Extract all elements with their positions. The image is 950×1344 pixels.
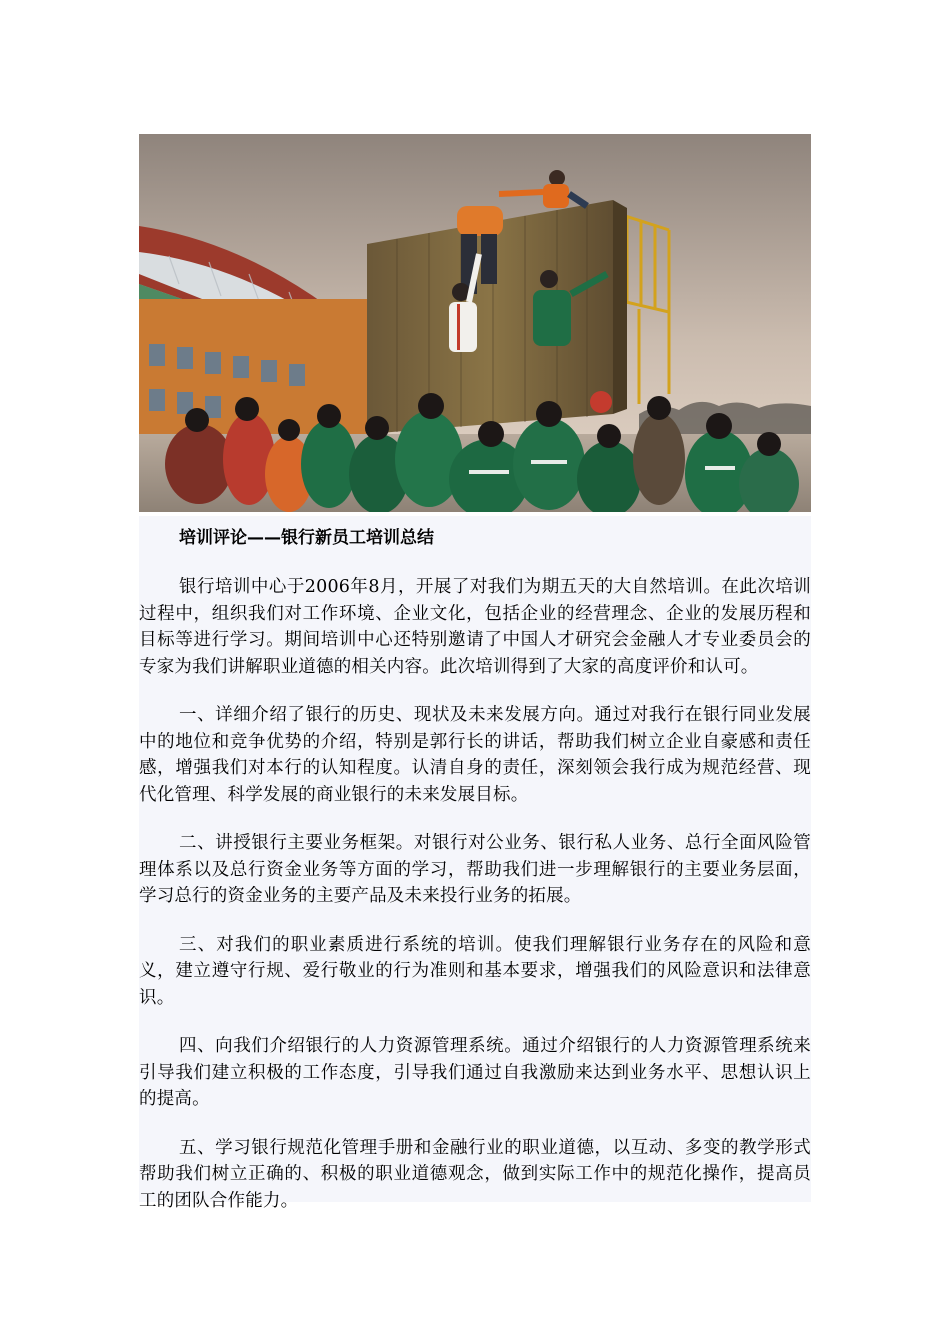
training-photo — [139, 134, 811, 512]
article-title: 培训评论——银行新员工培训总结 — [179, 528, 434, 548]
article-paragraph: 三、对我们的职业素质进行系统的培训。使我们理解银行业务存在的风险和意义，建立遵守行规、爱行敬业的行为准则和基本要求，增强我们的风险意识和法律意识。 — [139, 934, 811, 1008]
article-paragraph: 银行培训中心于2006年8月，开展了对我们为期五天的大自然培训。在此次培训过程中，组织我们对工作环境、企业文化，包括企业的经营理念、企业的发展历程和目标等进行学习。期间培训中心还特别邀请了中国人才研究会金融人才专业委员会的专家为我们讲解职业道德的相关内容。此次培训得到了大家的高度评价和认可。 — [139, 577, 811, 677]
article-paragraph: 一、详细介绍了银行的历史、现状及未来发展方向。通过对我行在银行同业发展中的地位和竞争优势的介绍，特别是郭行长的讲话，帮助我们树立企业自豪感和责任感，增强我们对本行的认知程度。认清自身的责任，深刻领会我行成为规范经营、现代化管理、科学发展的商业银行的未来发展目标。 — [139, 705, 811, 805]
article-panel — [139, 516, 811, 1211]
article-paragraph: 五、学习银行规范化管理手册和金融行业的职业道德，以互动、多变的教学形式帮助我们树立正确的、积极的职业道德观念，做到实际工作中的规范化操作，提高员工的团队合作能力。 — [139, 1137, 811, 1211]
article-paragraph: 二、讲授银行主要业务框架。对银行对公业务、银行私人业务、总行全面风险管理体系以及总行资金业务等方面的学习，帮助我们进一步理解银行的主要业务层面，学习总行的资金业务的主要产品及未来投行业务的拓展。 — [139, 833, 811, 906]
article-paragraph: 四、向我们介绍银行的人力资源管理系统。通过介绍银行的人力资源管理系统来引导我们建立积极的工作态度，引导我们通过自我激励来达到业务水平、思想认识上的提高。 — [139, 1036, 811, 1109]
